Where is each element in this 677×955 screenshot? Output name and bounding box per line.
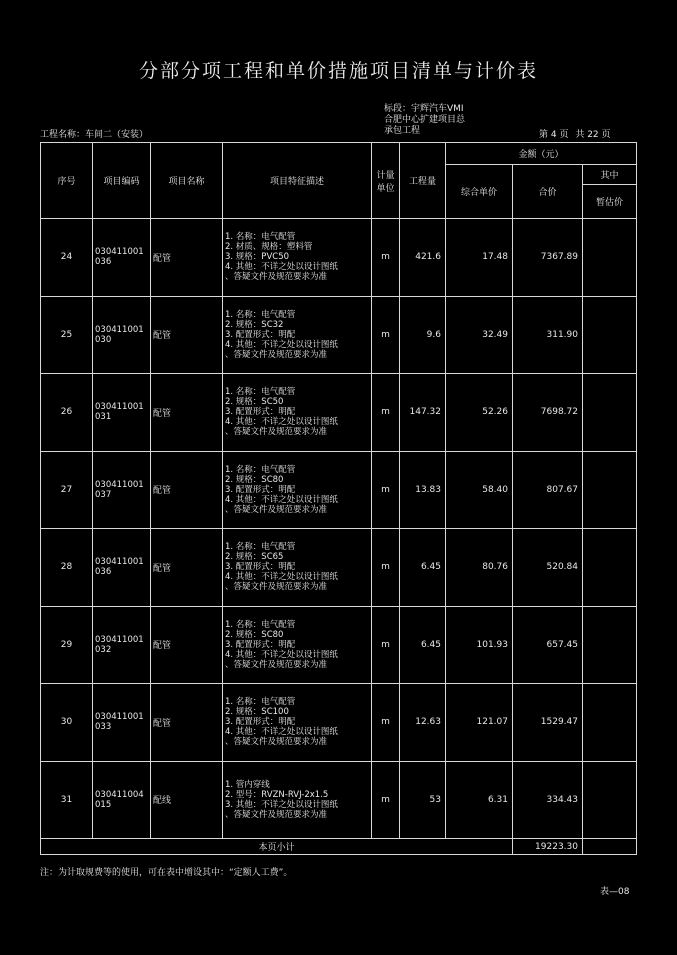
row-total: 7367.89 — [513, 219, 583, 297]
footnote: 注：为计取规费等的使用，可在表中增设其中：“定额人工费”。 — [40, 868, 293, 878]
subtotal-provisional — [583, 839, 637, 855]
feature-line: 、答疑文件及规范要求为准 — [225, 349, 328, 360]
row-name: 配管 — [151, 374, 223, 452]
feature-line: 3. 配置形式：明配 — [225, 639, 296, 650]
page-current: 第 4 页 — [539, 130, 569, 140]
row-total: 1529.47 — [513, 684, 583, 762]
header-name: 项目名称 — [151, 143, 223, 219]
header-among: 其中 — [583, 165, 637, 185]
row-provisional — [583, 219, 637, 297]
feature-line: 4. 其他：不详之处以设计图纸 — [225, 262, 338, 273]
row-total: 520.84 — [513, 529, 583, 607]
feature-line: 、答疑文件及规范要求为准 — [225, 737, 328, 748]
subtotal-total: 19223.30 — [513, 839, 583, 855]
feature-line: 4. 其他：不详之处以设计图纸 — [225, 727, 338, 738]
row-qty: 147.32 — [400, 374, 446, 452]
row-features — [223, 529, 372, 607]
row-provisional — [583, 684, 637, 762]
feature-line: 3. 规格：PVC50 — [225, 252, 290, 263]
row-provisional — [583, 296, 637, 374]
row-price: 6.31 — [446, 761, 513, 839]
feature-line: 、答疑文件及规范要求为准 — [225, 582, 328, 593]
feature-line: 4. 其他：不详之处以设计图纸 — [225, 494, 338, 505]
row-qty: 13.83 — [400, 451, 446, 529]
feature-line: 4. 其他：不详之处以设计图纸 — [225, 649, 338, 660]
row-features — [223, 219, 372, 297]
section-info — [384, 104, 465, 137]
row-qty: 421.6 — [400, 219, 446, 297]
feature-line: 1. 名称：电气配管 — [225, 697, 296, 708]
row-price: 101.93 — [446, 606, 513, 684]
row-price: 32.49 — [446, 296, 513, 374]
feature-line: 1. 名称：电气配管 — [225, 309, 296, 320]
row-unit: m — [372, 606, 400, 684]
feature-line: 3. 配置形式：明配 — [225, 717, 296, 728]
row-unit: m — [372, 761, 400, 839]
page-title: 分部分项工程和单价措施项目清单与计价表 — [138, 60, 538, 82]
feature-line: 2. 规格：SC65 — [225, 552, 284, 563]
row-unit: m — [372, 684, 400, 762]
page-info — [535, 127, 611, 140]
feature-line: 、答疑文件及规范要求为准 — [225, 809, 328, 820]
row-total: 657.45 — [513, 606, 583, 684]
row-name: 配管 — [151, 219, 223, 297]
row-name: 配线 — [151, 761, 223, 839]
feature-line: 2. 材质、规格：塑料管 — [225, 242, 313, 253]
page-total: 共 22 页 — [575, 130, 611, 140]
feature-line: 3. 配置形式：明配 — [225, 329, 296, 340]
row-code: 030411001031 — [93, 374, 151, 452]
feature-line: 3. 配置形式：明配 — [225, 484, 296, 495]
row-seq: 26 — [41, 374, 93, 452]
row-total: 311.90 — [513, 296, 583, 374]
row-provisional — [583, 761, 637, 839]
header-unit: 计量单位 — [372, 143, 400, 219]
row-total: 807.67 — [513, 451, 583, 529]
table-row — [41, 684, 637, 762]
row-features — [223, 606, 372, 684]
row-features — [223, 374, 372, 452]
feature-line: 2. 规格：SC80 — [225, 629, 284, 640]
row-code: 030411001036 — [93, 529, 151, 607]
row-seq: 27 — [41, 451, 93, 529]
row-price: 52.26 — [446, 374, 513, 452]
row-unit: m — [372, 374, 400, 452]
row-code: 030411001032 — [93, 606, 151, 684]
section-line: 承包工程 — [384, 126, 421, 136]
row-price: 58.40 — [446, 451, 513, 529]
row-seq: 28 — [41, 529, 93, 607]
row-features — [223, 761, 372, 839]
table-row — [41, 296, 637, 374]
feature-line: 1. 管内穿线 — [225, 779, 270, 790]
table-row — [41, 761, 637, 839]
feature-line: 2. 规格：SC50 — [225, 397, 284, 408]
header-code: 项目编码 — [93, 143, 151, 219]
row-name: 配管 — [151, 451, 223, 529]
row-seq: 25 — [41, 296, 93, 374]
feature-line: 2. 规格：SC80 — [225, 474, 284, 485]
feature-line: 4. 其他：不详之处以设计图纸 — [225, 572, 338, 583]
header-amount: 金额（元） — [446, 143, 637, 165]
row-qty: 6.45 — [400, 606, 446, 684]
row-code: 030411001030 — [93, 296, 151, 374]
row-price: 17.48 — [446, 219, 513, 297]
header-seq: 序号 — [41, 143, 93, 219]
row-qty: 6.45 — [400, 529, 446, 607]
row-qty: 53 — [400, 761, 446, 839]
row-provisional — [583, 374, 637, 452]
header-feature: 项目特征描述 — [223, 143, 372, 219]
feature-line: 、答疑文件及规范要求为准 — [225, 659, 328, 670]
feature-line: 3. 配置形式：明配 — [225, 562, 296, 573]
row-code: 030411001033 — [93, 684, 151, 762]
row-name: 配管 — [151, 296, 223, 374]
table-row — [41, 606, 637, 684]
project-name: 工程名称：车间二（安装） — [40, 130, 149, 140]
pricing-table — [40, 142, 637, 855]
row-name: 配管 — [151, 684, 223, 762]
row-code: 030411001036 — [93, 219, 151, 297]
feature-line: 3. 配置形式：明配 — [225, 407, 296, 418]
row-name: 配管 — [151, 606, 223, 684]
table-row — [41, 451, 637, 529]
feature-line: 2. 规格：SC100 — [225, 707, 289, 718]
feature-line: 、答疑文件及规范要求为准 — [225, 272, 328, 283]
row-name: 配管 — [151, 529, 223, 607]
section-line: 标段：宇辉汽车VMI — [384, 104, 464, 114]
table-row — [41, 374, 637, 452]
row-seq: 30 — [41, 684, 93, 762]
feature-line: 4. 其他：不详之处以设计图纸 — [225, 339, 338, 350]
row-provisional — [583, 606, 637, 684]
header-total: 合价 — [513, 165, 583, 219]
row-unit: m — [372, 529, 400, 607]
row-qty: 9.6 — [400, 296, 446, 374]
row-price: 121.07 — [446, 684, 513, 762]
row-seq: 31 — [41, 761, 93, 839]
table-row — [41, 219, 637, 297]
row-total: 7698.72 — [513, 374, 583, 452]
row-qty: 12.63 — [400, 684, 446, 762]
row-unit: m — [372, 451, 400, 529]
feature-line: 2. 型号：RVZN-RVJ-2x1.5 — [225, 789, 329, 800]
header-unit-price: 综合单价 — [446, 165, 513, 219]
feature-line: 1. 名称：电气配管 — [225, 464, 296, 475]
row-unit: m — [372, 296, 400, 374]
row-provisional — [583, 529, 637, 607]
row-unit: m — [372, 219, 400, 297]
row-total: 334.43 — [513, 761, 583, 839]
row-features — [223, 296, 372, 374]
row-seq: 24 — [41, 219, 93, 297]
header-provisional: 暂估价 — [583, 185, 637, 219]
row-seq: 29 — [41, 606, 93, 684]
feature-line: 1. 名称：电气配管 — [225, 387, 296, 398]
feature-line: 、答疑文件及规范要求为准 — [225, 504, 328, 515]
header-qty: 工程量 — [400, 143, 446, 219]
feature-line: 1. 名称：电气配管 — [225, 232, 296, 243]
row-features — [223, 684, 372, 762]
row-code: 030411001037 — [93, 451, 151, 529]
row-provisional — [583, 451, 637, 529]
feature-line: 2. 规格：SC32 — [225, 319, 284, 330]
subtotal-label: 本页小计 — [41, 839, 513, 855]
section-line: 合肥中心扩建项目总 — [384, 115, 466, 125]
feature-line: 1. 名称：电气配管 — [225, 619, 296, 630]
subtotal-row — [41, 839, 637, 855]
row-price: 80.76 — [446, 529, 513, 607]
row-code: 030411004015 — [93, 761, 151, 839]
feature-line: 4. 其他：不详之处以设计图纸 — [225, 417, 338, 428]
feature-line: 、答疑文件及规范要求为准 — [225, 427, 328, 438]
row-features — [223, 451, 372, 529]
feature-line: 1. 名称：电气配管 — [225, 542, 296, 553]
form-number: 表—08 — [600, 887, 630, 897]
feature-line: 3. 其他：不详之处以设计图纸 — [225, 799, 338, 810]
table-row — [41, 529, 637, 607]
